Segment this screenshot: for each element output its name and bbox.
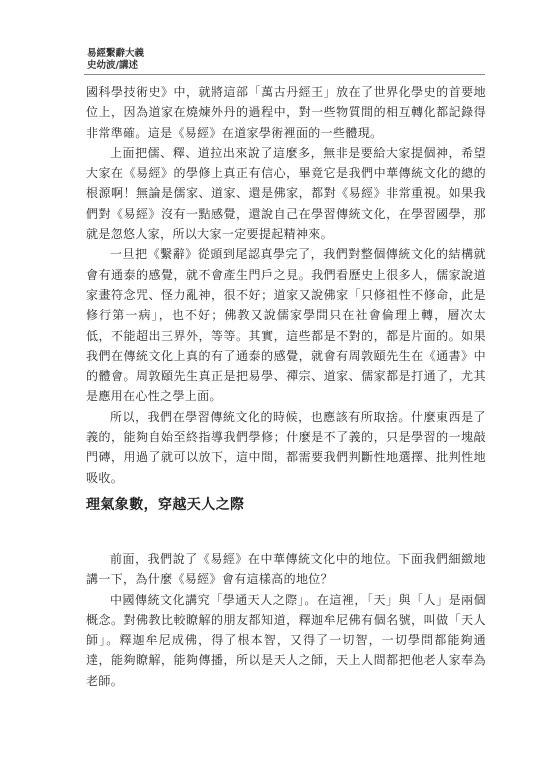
section-heading: 理氣象數，穿越天人之際 xyxy=(86,497,245,513)
author-line: 史幼波/講述 xyxy=(87,60,138,71)
running-header xyxy=(87,48,144,72)
paragraph: 中國傳統文化講究「學通天人之際」。在這裡，「天」與「人」是兩個概念。對佛教比較瞭解的朋友都知道，釋迦牟尼佛有個名號，叫做「天人師」。釋迦牟尼成佛，得了根本智，又得了一切智，一切學問都能夠通達，能夠瞭解，能夠傳播，所以是天人之師，天上人間都把他老人家奉為老師。 xyxy=(86,592,486,688)
paragraph: 前面，我們說了《易經》在中華傳統文化中的地位。下面我們細緻地講一下，為什麼《易經》會有這樣高的地位？ xyxy=(86,552,486,587)
header-divider xyxy=(84,74,485,75)
paragraph: 一旦把《繫辭》從頭到尾認真學完了，我們對整個傳統文化的結構就會有通泰的感覺，就不會產生門戶之見。我們看歷史上很多人，儒家說道家畫符念咒、怪力亂神，很不好；道家又說佛家「只修祖性不修命，此是修行第一病」，也不好；佛教又說儒家學問只在社會倫理上轉，層次太低，不能超出三界外，等等。其實，這些都是不對的，都是片面的。如果我們在傳統文化上真的有了通泰的感覺，就會有周敦頤先生在《通書》中的體會。周敦頤先生真正是把易學、禪宗、道家、儒家都是打通了，尤其是應用在心性之學上面。 xyxy=(86,247,486,404)
section-2-body xyxy=(86,549,486,691)
book-title: 易經繫辭大義 xyxy=(87,48,145,59)
paragraph: 上面把儒、釋、道拉出來說了這麼多，無非是要給大家提個神，希望大家在《易經》的學修上真正有信心，畢竟它是我們中華傳統文化的總的根源啊！無論是儒家、道家、還是佛家，都對《易經》非常重視。如果我們對《易經》沒有一點感覺，還說自己在學習傳統文化，在學習國學，那就是忽悠人家，所以大家一定要提起精神來。 xyxy=(86,145,486,242)
section-1-body xyxy=(86,82,486,488)
paragraph: 國科學技術史》中，就將這部「萬古丹經王」放在了世界化學史的首要地位上，因為道家在燒煉外丹的過程中，對一些物質間的相互轉化都記錄得非常準確。這是《易經》在道家學術裡面的一些體現。 xyxy=(86,85,486,140)
paragraph: 所以，我們在學習傳統文化的時候，也應該有所取捨。什麼東西是了義的，能夠自始至終指導我們學修；什麼是不了義的，只是學習的一塊敲門磚，用過了就可以放下，這中間，都需要我們判斷性地選擇、批判性地吸收。 xyxy=(86,409,486,485)
